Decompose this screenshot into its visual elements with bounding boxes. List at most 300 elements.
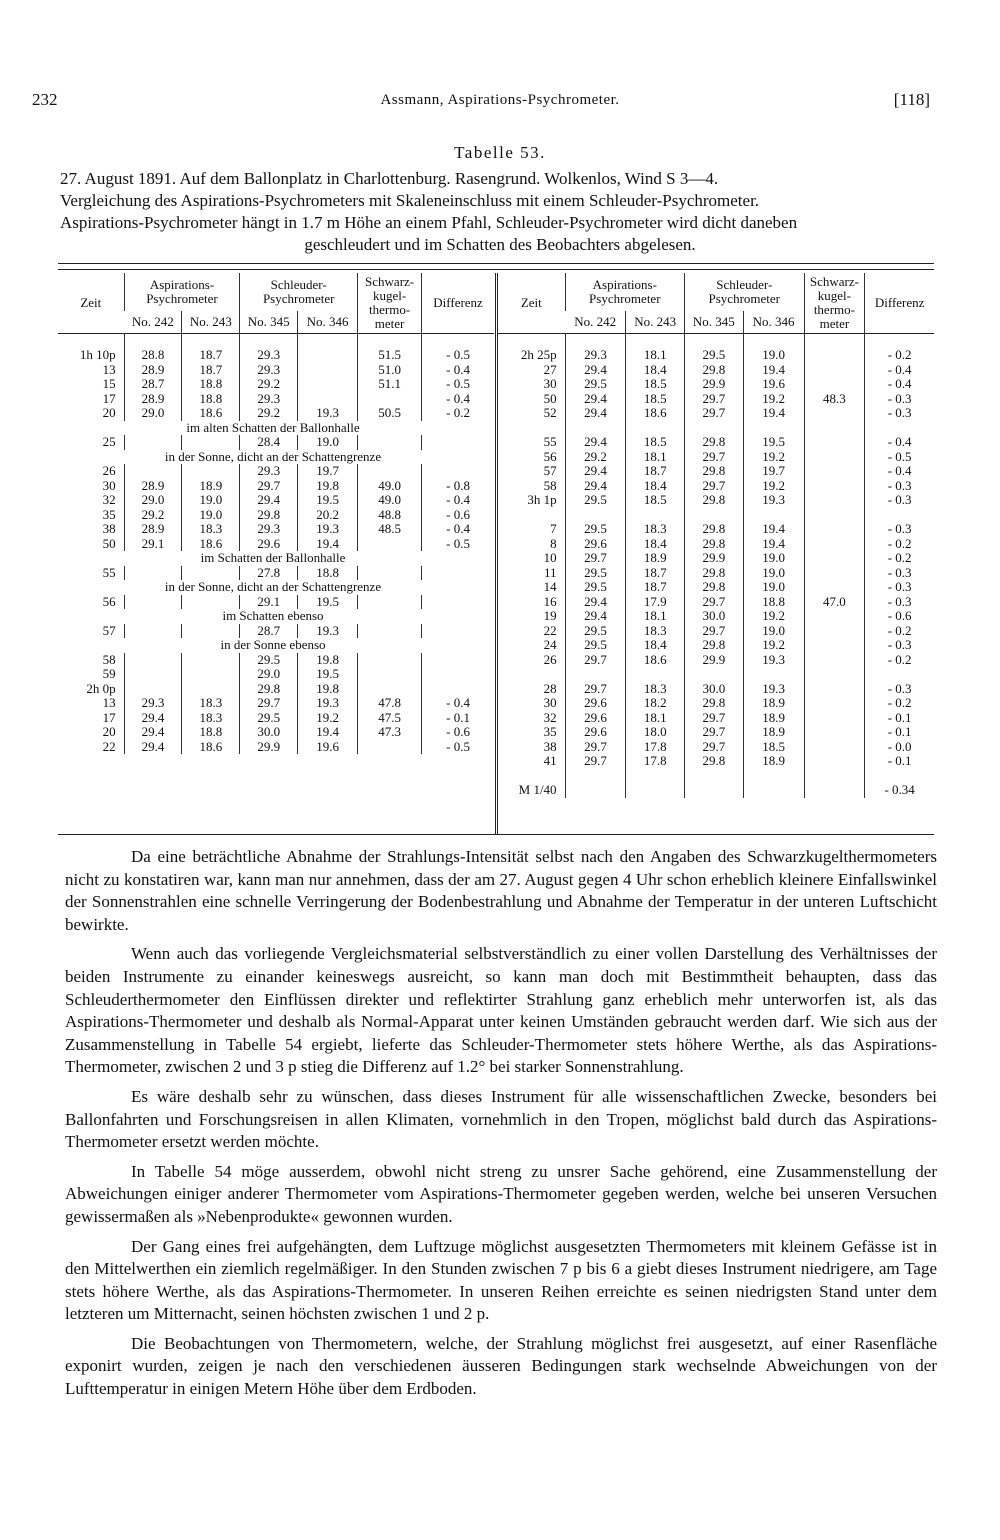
- cell-a242: 29.1: [124, 537, 182, 552]
- cell-a243: 18.3: [182, 696, 240, 711]
- cell-diff: - 0.4: [865, 435, 934, 450]
- cell-a242: [565, 783, 626, 798]
- cell-a242: 29.0: [124, 493, 182, 508]
- cell-diff: - 0.5: [422, 740, 494, 755]
- cell-zeit: 55: [102, 564, 116, 580]
- table-row: [58, 435, 494, 450]
- cell-sk: [358, 464, 422, 479]
- cell-s346: [743, 783, 804, 798]
- cell-sk: [804, 711, 865, 726]
- cell-a242: 29.7: [565, 653, 626, 668]
- table-row: [58, 740, 494, 755]
- cell-a243: 18.9: [626, 551, 685, 566]
- cell-diff: - 0.4: [865, 363, 934, 378]
- col-aspiration: Aspirations-Psychrometer: [565, 273, 684, 311]
- cell-s345: 29.7: [685, 624, 744, 639]
- cell-sk: [804, 696, 865, 711]
- cell-a242: 29.4: [565, 595, 626, 610]
- table-row: [58, 696, 494, 711]
- cell-zeit: M 1/40: [518, 782, 557, 797]
- cell-s345: 29.9: [685, 653, 744, 668]
- page-number: 232: [32, 90, 58, 109]
- cell-s345: 28.4: [240, 435, 298, 450]
- col-schleuder: Schleuder-Psychrometer: [240, 273, 358, 311]
- cell-s346: 19.0: [743, 580, 804, 595]
- cell-a242: [124, 667, 182, 682]
- table-caption: [60, 168, 940, 256]
- cell-zeit: 30: [543, 376, 557, 391]
- cell-s346: 19.3: [743, 682, 804, 697]
- table-row: [498, 754, 934, 769]
- table-row: [58, 334, 494, 363]
- table-row: [498, 595, 934, 610]
- cell-a242: 28.9: [124, 392, 182, 407]
- cell-s345: 29.6: [240, 537, 298, 552]
- cell-sk: [804, 783, 865, 798]
- cell-a242: 29.4: [565, 435, 626, 450]
- cell-diff: - 0.3: [865, 595, 934, 610]
- cell-s346: 19.2: [743, 479, 804, 494]
- cell-sk: [804, 566, 865, 581]
- table-row: [498, 334, 934, 363]
- cell-sk: [804, 638, 865, 653]
- cell-s346: [298, 392, 358, 407]
- cell-s346: 19.4: [298, 725, 358, 740]
- cell-a242: 28.9: [124, 522, 182, 537]
- cell-a243: [182, 435, 240, 450]
- table-row: [498, 537, 934, 552]
- cell-a242: 29.4: [124, 711, 182, 726]
- cell-s345: 29.8: [685, 580, 744, 595]
- cell-zeit: 56: [543, 448, 557, 464]
- cell-sk: [358, 682, 422, 697]
- table-row: [58, 667, 494, 682]
- col-schwarzkugel: Schwarz-kugel-thermo-meter: [804, 273, 865, 334]
- cell-zeit: 50: [543, 390, 557, 406]
- cell-a243: 18.8: [182, 392, 240, 407]
- caption-line: geschleudert und im Schatten des Beobachters abgelesen.: [304, 235, 696, 254]
- cell-sk: 48.5: [358, 522, 422, 537]
- cell-s346: 19.0: [743, 551, 804, 566]
- cell-s346: 19.6: [298, 740, 358, 755]
- cell-a242: 29.3: [565, 334, 626, 363]
- cell-diff: - 0.1: [865, 711, 934, 726]
- cell-sk: [804, 682, 865, 697]
- paragraph: Der Gang eines frei aufgehängten, dem Luftzuge möglichst ausgesetzten Thermometers mit kleinem Gefässe ist in den Mittelwerthen ein ziemlich regelmäßiger. In den Stunden zwischen 7 p bis 6 a giebt dieses Instrument niedrigere, am Tage stets höhere Werthe, als das Aspirations-Thermometer. In unseren Reihen erreichte es seinen niedrigsten Stand unter dem letzteren um Mitternacht, seinen höchsten zwischen 1 und 2 p.: [65, 1236, 937, 1324]
- cell-a243: [182, 624, 240, 639]
- cell-a243: [182, 682, 240, 697]
- cell-a243: 18.8: [182, 377, 240, 392]
- cell-sk: 47.0: [804, 595, 865, 610]
- cell-a242: 29.6: [565, 725, 626, 740]
- cell-a242: 29.4: [565, 406, 626, 421]
- cell-s346: 19.5: [298, 595, 358, 610]
- cell-s345: 29.2: [240, 377, 298, 392]
- cell-a242: 29.6: [565, 696, 626, 711]
- running-title: Assmann, Aspirations-Psychrometer.: [380, 92, 620, 108]
- cell-a242: 29.6: [565, 711, 626, 726]
- cell-sk: [804, 406, 865, 421]
- cell-s345: 29.7: [240, 479, 298, 494]
- cell-s346: [298, 377, 358, 392]
- cell-sk: [804, 624, 865, 639]
- table-row: [498, 406, 934, 421]
- cell-diff: - 0.2: [865, 696, 934, 711]
- cell-s345: 29.7: [685, 450, 744, 465]
- table-row: [498, 609, 934, 624]
- cell-s346: 19.4: [743, 522, 804, 537]
- cell-diff: - 0.2: [865, 537, 934, 552]
- cell-diff: - 0.4: [422, 493, 494, 508]
- col-zeit: Zeit: [80, 295, 102, 310]
- table-row: [58, 711, 494, 726]
- cell-a242: 29.4: [565, 464, 626, 479]
- table-left-half: [58, 273, 494, 828]
- body-text: [65, 846, 937, 1408]
- cell-a243: 18.5: [626, 392, 685, 407]
- cell-s345: 29.3: [240, 363, 298, 378]
- cell-diff: - 0.5: [422, 377, 494, 392]
- data-table: [58, 263, 934, 835]
- cell-a242: 29.4: [124, 740, 182, 755]
- cell-sk: [804, 580, 865, 595]
- col-differenz: Differenz: [865, 273, 934, 334]
- table-row: [498, 363, 934, 378]
- cell-a243: 18.1: [626, 334, 685, 363]
- cell-a243: 18.3: [626, 682, 685, 697]
- section-number: [118]: [893, 90, 930, 109]
- cell-zeit: 56: [102, 593, 116, 609]
- cell-s346: 19.7: [743, 464, 804, 479]
- cell-sk: [358, 667, 422, 682]
- cell-zeit: 57: [102, 622, 116, 638]
- cell-diff: - 0.34: [865, 783, 934, 798]
- cell-a242: [124, 595, 182, 610]
- caption-line: Vergleichung des Aspirations-Psychrometers mit Skaleneinschluss mit einem Schleuder-Psychrometer.: [60, 191, 760, 210]
- cell-sk: [804, 464, 865, 479]
- cell-a243: 18.6: [626, 406, 685, 421]
- cell-diff: - 0.2: [865, 653, 934, 668]
- cell-s345: 30.0: [240, 725, 298, 740]
- cell-zeit: 26: [102, 463, 116, 478]
- table-row: [58, 653, 494, 668]
- cell-diff: - 0.2: [865, 334, 934, 363]
- cell-a243: 18.8: [182, 725, 240, 740]
- cell-s345: 29.5: [240, 653, 298, 668]
- cell-diff: [422, 566, 494, 581]
- cell-zeit: 15: [102, 376, 116, 391]
- cell-sk: 48.8: [358, 508, 422, 523]
- cell-zeit: 2h 0p: [86, 680, 116, 696]
- cell-zeit: 50: [102, 535, 116, 551]
- cell-zeit: 3h 1p: [527, 492, 557, 507]
- cell-zeit: 25: [102, 434, 116, 449]
- cell-a243: 18.6: [626, 653, 685, 668]
- cell-a242: 29.3: [124, 696, 182, 711]
- cell-zeit: 27: [543, 361, 557, 377]
- table-mean-row: [498, 783, 934, 798]
- cell-zeit: 30: [102, 477, 116, 493]
- cell-a243: [182, 464, 240, 479]
- cell-a242: 28.9: [124, 479, 182, 494]
- cell-a243: [182, 566, 240, 581]
- cell-zeit: 22: [543, 622, 557, 638]
- cell-s345: 29.8: [240, 508, 298, 523]
- cell-diff: [422, 435, 494, 450]
- cell-a242: 29.2: [565, 450, 626, 465]
- cell-s345: 29.8: [685, 754, 744, 769]
- table-note: im Schatten der Ballonhalle: [200, 550, 346, 565]
- cell-diff: [422, 653, 494, 668]
- cell-diff: - 0.3: [865, 479, 934, 494]
- cell-s345: 29.7: [685, 595, 744, 610]
- table-note-row: [58, 638, 494, 653]
- cell-a243: 17.9: [626, 595, 685, 610]
- table-row: [498, 711, 934, 726]
- table-note-row: [58, 450, 494, 465]
- table-row: [498, 682, 934, 697]
- cell-a242: [124, 435, 182, 450]
- cell-diff: - 0.1: [422, 711, 494, 726]
- cell-s346: 19.2: [743, 609, 804, 624]
- cell-s346: 19.8: [298, 682, 358, 697]
- table-note: in der Sonne ebenso: [220, 637, 326, 652]
- cell-a243: 19.0: [182, 508, 240, 523]
- cell-a243: 17.8: [626, 754, 685, 769]
- cell-a242: [124, 624, 182, 639]
- cell-s345: 29.1: [240, 595, 298, 610]
- cell-s346: 20.2: [298, 508, 358, 523]
- cell-diff: - 0.0: [865, 740, 934, 755]
- cell-s346: 19.8: [298, 479, 358, 494]
- cell-a242: 29.7: [565, 740, 626, 755]
- cell-sk: [358, 740, 422, 755]
- table-row: [498, 435, 934, 450]
- cell-s345: 29.9: [685, 377, 744, 392]
- cell-a242: [124, 653, 182, 668]
- cell-diff: - 0.5: [865, 450, 934, 465]
- cell-s345: 29.7: [240, 696, 298, 711]
- caption-line: 27. August 1891. Auf dem Ballonplatz in Charlottenburg. Rasengrund. Wolkenlos, Wind S 3—4.: [60, 169, 719, 188]
- table-row: [58, 682, 494, 697]
- caption-line: Aspirations-Psychrometer hängt in 1.7 m Höhe an einem Pfahl, Schleuder-Psychrometer wird dicht daneben: [60, 213, 798, 232]
- col-no345: No. 345: [685, 311, 744, 333]
- cell-s346: 18.8: [298, 566, 358, 581]
- cell-diff: [422, 682, 494, 697]
- table-row: [498, 638, 934, 653]
- cell-sk: 50.5: [358, 406, 422, 421]
- cell-s346: 19.3: [298, 406, 358, 421]
- cell-s346: 19.8: [298, 653, 358, 668]
- table-title: Tabelle 53.: [454, 143, 546, 162]
- table-rule: [58, 269, 934, 270]
- cell-sk: [804, 479, 865, 494]
- cell-sk: [804, 435, 865, 450]
- cell-zeit: 55: [543, 434, 557, 449]
- cell-a243: 18.3: [626, 624, 685, 639]
- cell-sk: [804, 522, 865, 537]
- cell-sk: 49.0: [358, 493, 422, 508]
- cell-zeit: 58: [102, 651, 116, 667]
- cell-zeit: 20: [102, 724, 116, 739]
- table-row: [498, 740, 934, 755]
- cell-zeit: 38: [543, 738, 557, 754]
- cell-a243: 19.0: [182, 493, 240, 508]
- cell-diff: [422, 667, 494, 682]
- cell-zeit: 22: [102, 738, 116, 754]
- table-row: [58, 363, 494, 378]
- cell-a242: 29.4: [565, 392, 626, 407]
- col-aspiration: Aspirations-Psychrometer: [124, 273, 240, 311]
- cell-a243: 18.7: [182, 363, 240, 378]
- cell-a242: 29.5: [565, 493, 626, 508]
- cell-a243: 18.5: [626, 493, 685, 508]
- cell-sk: 47.5: [358, 711, 422, 726]
- cell-sk: [358, 392, 422, 407]
- cell-s345: 29.8: [685, 638, 744, 653]
- cell-s345: 29.8: [685, 435, 744, 450]
- left-table: [58, 273, 494, 754]
- cell-diff: [422, 464, 494, 479]
- cell-zeit: 59: [102, 666, 116, 681]
- cell-sk: 49.0: [358, 479, 422, 494]
- cell-zeit: 30: [543, 695, 557, 710]
- cell-s345: 29.3: [240, 522, 298, 537]
- right-table: [498, 273, 934, 798]
- cell-a243: 18.1: [626, 609, 685, 624]
- cell-s346: 19.3: [298, 696, 358, 711]
- cell-s346: 19.4: [743, 537, 804, 552]
- cell-diff: - 0.3: [865, 566, 934, 581]
- cell-a242: 29.6: [565, 537, 626, 552]
- table-row: [498, 377, 934, 392]
- cell-sk: [804, 653, 865, 668]
- cell-zeit: 19: [543, 608, 557, 623]
- cell-sk: [804, 363, 865, 378]
- cell-s345: 29.8: [685, 464, 744, 479]
- cell-zeit: 16: [543, 593, 557, 609]
- table-note-row: [58, 609, 494, 624]
- cell-s345: 30.0: [685, 682, 744, 697]
- cell-s346: 18.5: [743, 740, 804, 755]
- cell-sk: 47.8: [358, 696, 422, 711]
- cell-a243: 18.4: [626, 537, 685, 552]
- col-schleuder: Schleuder-Psychrometer: [685, 273, 804, 311]
- cell-diff: - 0.5: [422, 334, 494, 363]
- cell-zeit: 35: [102, 506, 116, 522]
- cell-diff: - 0.4: [422, 522, 494, 537]
- table-row: [498, 624, 934, 639]
- table-row: [498, 522, 934, 537]
- cell-sk: [358, 624, 422, 639]
- table-row: [498, 493, 934, 508]
- cell-diff: - 0.1: [865, 725, 934, 740]
- cell-zeit: 28: [543, 680, 557, 696]
- cell-s346: [298, 363, 358, 378]
- cell-s345: 29.9: [240, 740, 298, 755]
- table-row: [58, 522, 494, 537]
- cell-zeit: 17: [102, 390, 116, 406]
- cell-a242: 29.5: [565, 624, 626, 639]
- cell-zeit: 7: [550, 521, 557, 536]
- cell-a242: [124, 682, 182, 697]
- cell-a242: 29.5: [565, 566, 626, 581]
- cell-a243: [182, 653, 240, 668]
- cell-s346: 19.2: [743, 638, 804, 653]
- cell-s345: 29.4: [240, 493, 298, 508]
- cell-s346: 19.4: [743, 363, 804, 378]
- cell-diff: - 0.3: [865, 392, 934, 407]
- cell-s346: 19.5: [743, 435, 804, 450]
- cell-diff: - 0.3: [865, 522, 934, 537]
- cell-sk: 48.3: [804, 392, 865, 407]
- cell-sk: 47.3: [358, 725, 422, 740]
- cell-a242: 29.7: [565, 754, 626, 769]
- cell-a242: 29.4: [565, 609, 626, 624]
- cell-diff: - 0.6: [865, 609, 934, 624]
- paragraph: In Tabelle 54 möge ausserdem, obwohl nicht streng zu unsrer Sache gehörend, eine Zusammenstellung der Abweichungen einiger anderer Thermometer vom Aspirations-Thermometer gegeben werden, welche bei unseren Versuchen gewissermaßen als »Nebenprodukte« gewonnen wurden.: [65, 1161, 937, 1226]
- cell-s346: 19.2: [298, 711, 358, 726]
- table-row: [58, 566, 494, 581]
- col-differenz: Differenz: [422, 273, 494, 334]
- table-row: [58, 537, 494, 552]
- cell-sk: [804, 377, 865, 392]
- cell-s345: 29.8: [685, 566, 744, 581]
- cell-s346: 19.0: [743, 334, 804, 363]
- cell-sk: 51.5: [358, 334, 422, 363]
- cell-sk: [358, 566, 422, 581]
- table-row: [498, 653, 934, 668]
- cell-a243: 18.7: [182, 334, 240, 363]
- cell-s345: 29.8: [685, 493, 744, 508]
- cell-diff: - 0.3: [865, 682, 934, 697]
- table-note-row: [58, 421, 494, 436]
- table-note: in der Sonne, dicht an der Schattengrenze: [164, 579, 382, 594]
- table-row: [58, 377, 494, 392]
- cell-diff: - 0.4: [422, 392, 494, 407]
- cell-s346: 19.0: [298, 435, 358, 450]
- cell-s345: 29.8: [685, 696, 744, 711]
- table-row: [58, 406, 494, 421]
- cell-a243: 18.1: [626, 711, 685, 726]
- cell-s346: 19.2: [743, 392, 804, 407]
- cell-s346: 19.0: [743, 566, 804, 581]
- paragraph: Die Beobachtungen von Thermometern, welche, der Strahlung möglichst frei ausgesetzt, auf einer Rasenfläche exponirt wurden, zeigen je nach den verschiedenen äusseren Bedingungen stark wechselnde Abweichungen von der Lufttemperatur in einigen Metern Höhe über dem Erdboden.: [65, 1333, 937, 1399]
- cell-a243: 18.5: [626, 435, 685, 450]
- cell-a243: [626, 783, 685, 798]
- table-note: im Schatten ebenso: [222, 608, 324, 623]
- cell-a242: [124, 566, 182, 581]
- cell-zeit: 32: [102, 492, 116, 507]
- cell-s346: 18.9: [743, 696, 804, 711]
- cell-zeit: 1h 10p: [79, 347, 116, 362]
- cell-zeit: 11: [544, 564, 557, 580]
- cell-sk: [358, 435, 422, 450]
- cell-a242: 29.7: [565, 682, 626, 697]
- cell-diff: - 0.3: [865, 580, 934, 595]
- cell-s346: 18.9: [743, 711, 804, 726]
- cell-sk: 51.0: [358, 363, 422, 378]
- cell-a243: 18.7: [626, 464, 685, 479]
- table-row: [498, 392, 934, 407]
- cell-diff: - 0.1: [865, 754, 934, 769]
- cell-a242: 28.7: [124, 377, 182, 392]
- cell-diff: - 0.6: [422, 508, 494, 523]
- cell-sk: [804, 450, 865, 465]
- table-right-half: [498, 273, 934, 828]
- table-spacer: [498, 769, 934, 784]
- table-note-row: [58, 551, 494, 566]
